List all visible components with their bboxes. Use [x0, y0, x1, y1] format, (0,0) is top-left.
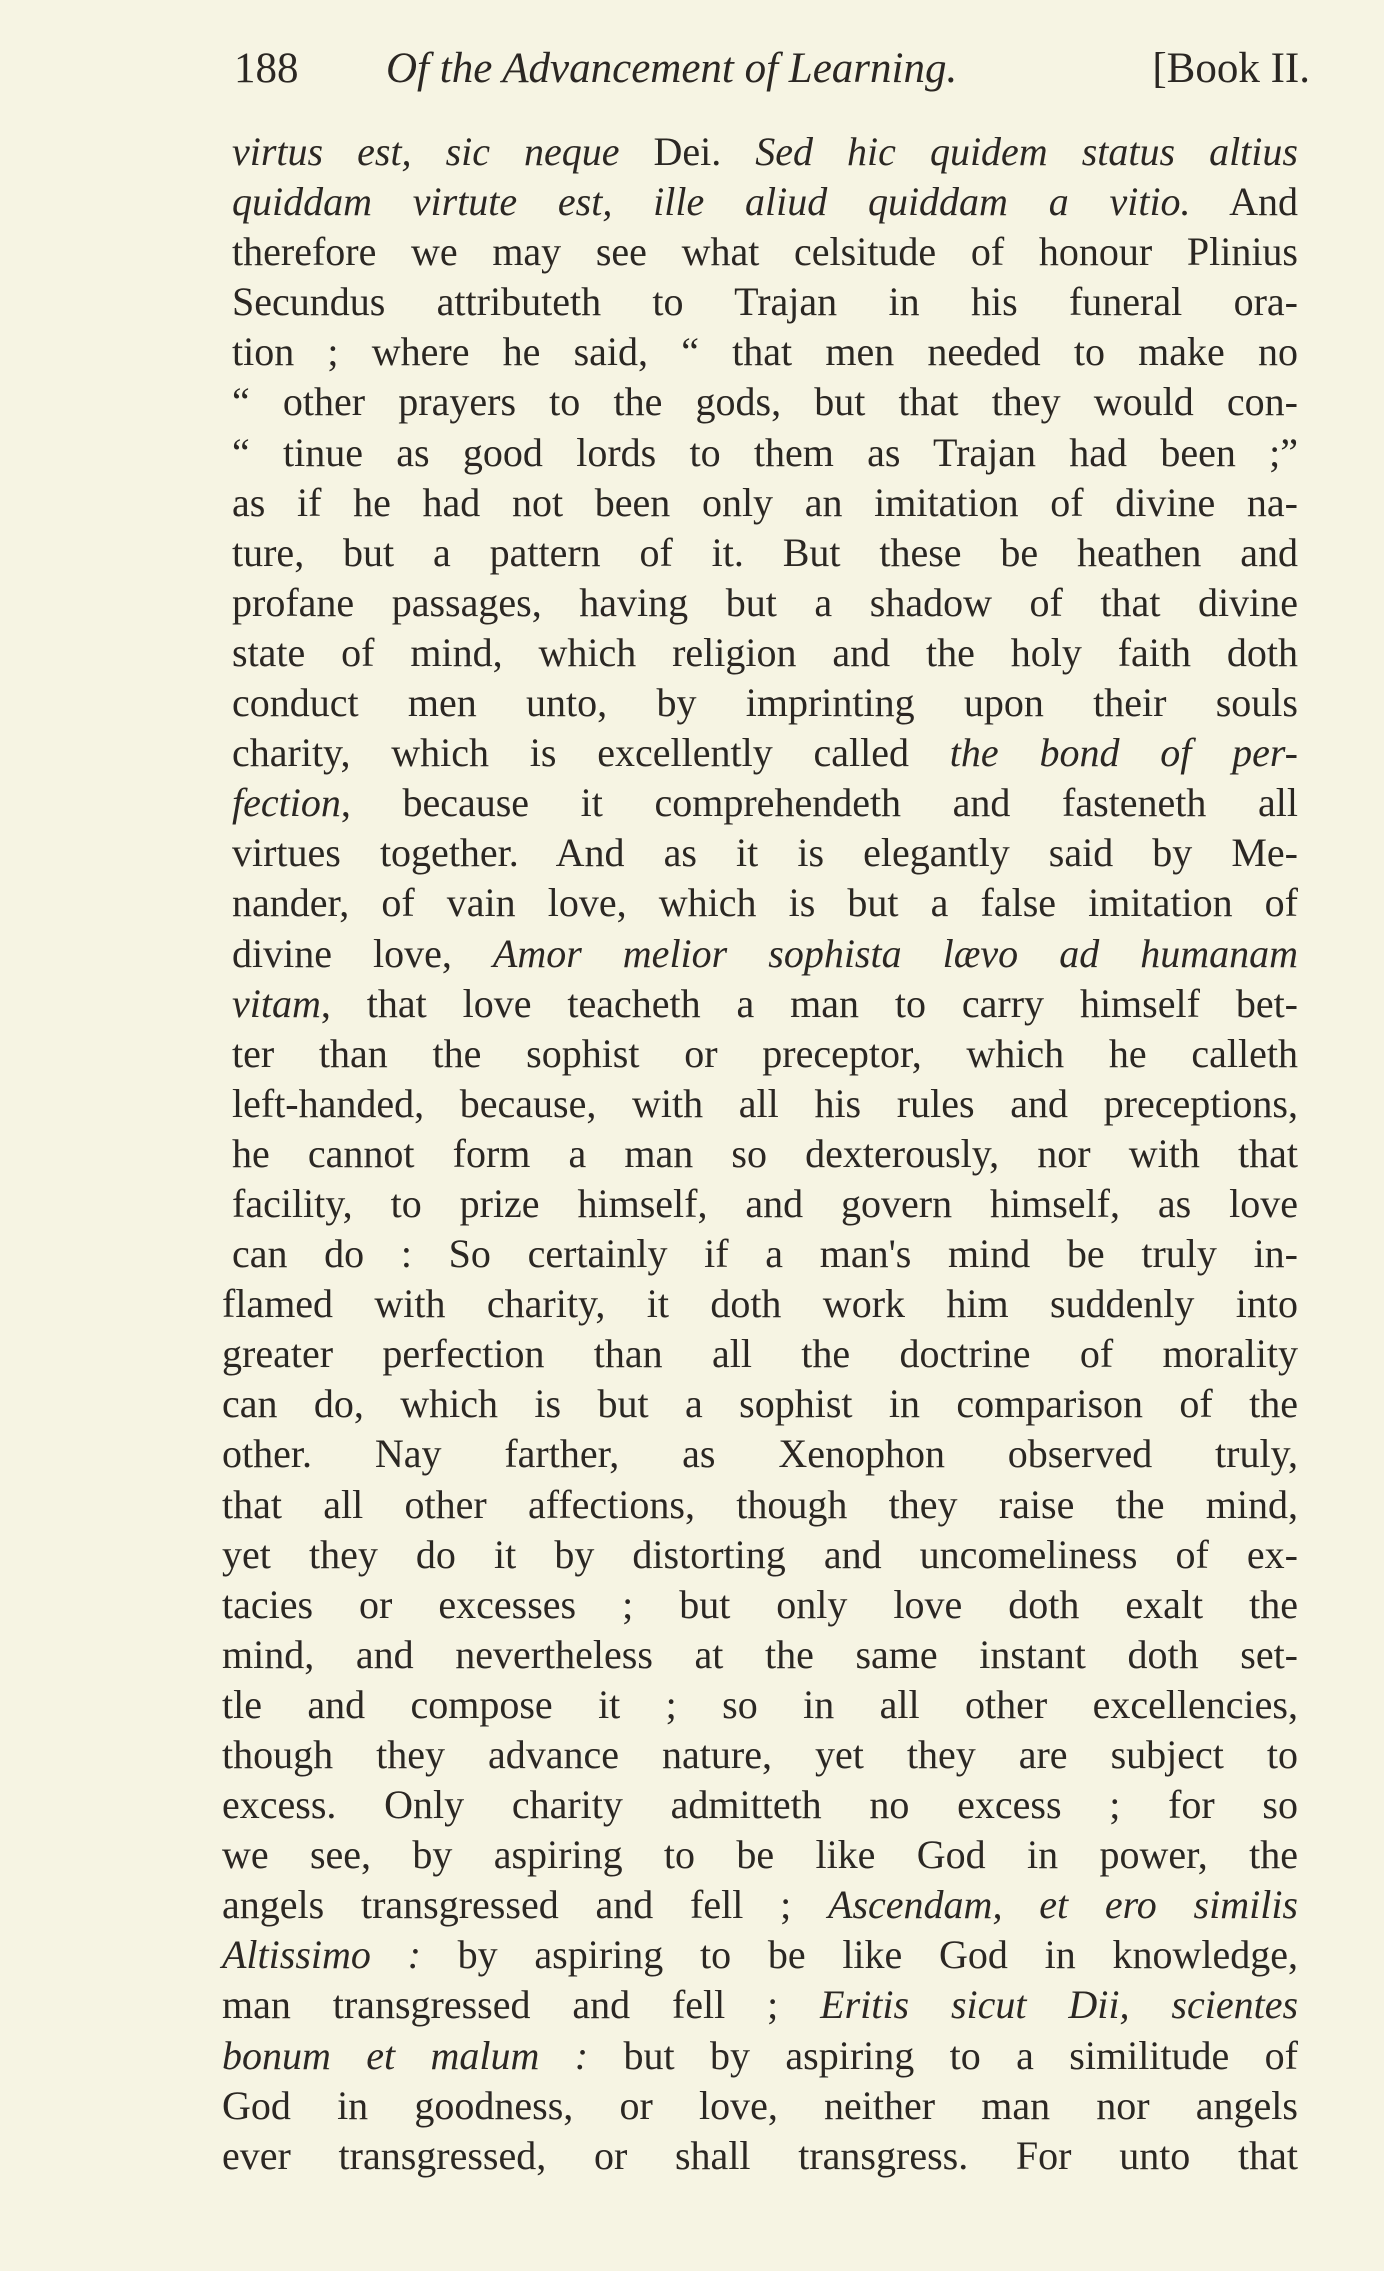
text-line: [232, 929, 1298, 979]
text-line: [232, 1029, 1298, 1079]
book-label: [Book II.: [1152, 45, 1310, 92]
text-segment: greater perfection than all the doctrine of morality: [222, 1331, 1298, 1377]
text-segment: conduct men unto, by imprinting upon their souls: [232, 680, 1298, 726]
text-segment: can do, which is but a sophist in comparison of the: [222, 1381, 1298, 1427]
text-segment: , because it comprehendeth and fasteneth all: [340, 780, 1298, 826]
text-line: [222, 1429, 1298, 1479]
text-line: [222, 1279, 1298, 1329]
text-line: [222, 1780, 1298, 1830]
text-segment: profane passages, having but a shadow of that divine: [232, 579, 1298, 625]
text-line: [222, 1830, 1298, 1880]
text-line: [232, 578, 1298, 628]
text-segment: “ tinue as good lords to them as Trajan had been ;”: [232, 429, 1298, 475]
text-line: [232, 227, 1298, 277]
text-segment: ter than the sophist or preceptor, which he calleth: [232, 1030, 1298, 1076]
text-segment: virtues together. And as it is elegantly said by Me-: [232, 830, 1298, 876]
text-line: [232, 177, 1298, 227]
text-line: [232, 1229, 1298, 1279]
text-line: [232, 828, 1298, 878]
running-title: Of the Advancement of Learning.: [386, 45, 958, 92]
text-segment: And: [1190, 179, 1298, 225]
text-segment: therefore we may see what celsitude of honour Plinius: [232, 229, 1298, 275]
italic-text: Sed hic quidem status altius: [755, 129, 1298, 174]
text-segment: though they advance nature, yet they are subject to: [222, 1732, 1298, 1777]
text-segment: facility, to prize himself, and govern himself, as love: [232, 1180, 1298, 1226]
text-segment: nander, of vain love, which is but a false imitation of: [232, 880, 1298, 926]
italic-text: vitam: [232, 980, 321, 1026]
page-number: 188: [234, 45, 299, 92]
text-segment: flamed with charity, it doth work him suddenly into: [222, 1281, 1298, 1327]
text-line: [232, 878, 1298, 928]
italic-text: quiddam virtute est, ille aliud quiddam a vitio.: [232, 179, 1191, 225]
text-line: [232, 979, 1298, 1029]
text-line: [232, 478, 1298, 528]
text-segment: angels transgressed and fell ;: [222, 1882, 829, 1928]
text-line: [222, 2031, 1298, 2081]
text-line: [232, 1079, 1298, 1129]
text-segment: can do : So certainly if a man's mind be truly in-: [232, 1231, 1298, 1277]
text-line: [232, 127, 1298, 177]
text-segment: tle and compose it ; so in all other excellencies,: [222, 1681, 1298, 1727]
text-segment: he cannot form a man so dexterously, nor with that: [232, 1130, 1298, 1176]
text-line: [232, 428, 1298, 478]
italic-text: Eritis sicut Dii, scientes: [820, 1982, 1299, 2028]
text-segment: man transgressed and fell ;: [222, 1982, 821, 2028]
text-segment: , that love teacheth a man to carry himself bet-: [320, 980, 1298, 1026]
text-line: [232, 628, 1298, 678]
text-line: [232, 327, 1298, 377]
text-segment: God in goodness, or love, neither man nor angels: [222, 2082, 1298, 2128]
text-segment: left-handed, because, with all his rules and preceptions,: [232, 1080, 1298, 1126]
text-line: [232, 377, 1298, 427]
text-line: [232, 528, 1298, 578]
text-line: [222, 1730, 1298, 1780]
text-line: [222, 1980, 1298, 2030]
text-segment: ture, but a pattern of it. But these be heathen and: [232, 529, 1298, 575]
page-body-text: [222, 127, 1299, 2181]
text-segment: “ other prayers to the gods, but that they would con-: [232, 379, 1298, 425]
text-segment: we see, by aspiring to be like God in power, the: [222, 1832, 1298, 1878]
italic-text: Ascendam, et ero similis: [828, 1882, 1298, 1928]
text-segment: divine love,: [232, 930, 493, 976]
text-segment: by aspiring to be like God in knowledge,: [420, 1932, 1298, 1978]
text-segment: tion ; where he said, “ that men needed to make no: [232, 329, 1298, 375]
text-segment: as if he had not been only an imitation of divine na-: [232, 479, 1298, 525]
text-line: [232, 1129, 1298, 1179]
text-line: [222, 1680, 1298, 1730]
text-segment: Dei.: [653, 129, 756, 174]
text-line: [232, 1179, 1298, 1229]
text-segment: yet they do it by distorting and uncomeliness of ex-: [222, 1531, 1298, 1577]
italic-text: fection: [232, 780, 341, 826]
text-line: [222, 1930, 1298, 1980]
text-line: [222, 1379, 1298, 1429]
text-segment: but by aspiring to a similitude of: [588, 2032, 1298, 2078]
text-line: [222, 1480, 1298, 1530]
text-segment: charity, which is excellently called: [232, 730, 950, 776]
text-segment: ever transgressed, or shall transgress. For unto that: [222, 2132, 1298, 2178]
text-segment: Secundus attributeth to Trajan in his funeral ora-: [232, 279, 1298, 325]
italic-text: the bond of per-: [949, 730, 1298, 776]
text-segment: mind, and nevertheless at the same instant doth set-: [222, 1631, 1298, 1677]
italic-text: virtus est, sic neque: [232, 129, 654, 174]
text-segment: that all other affections, though they raise the mind,: [222, 1481, 1298, 1527]
text-line: [222, 2081, 1298, 2131]
text-line: [222, 1630, 1298, 1680]
italic-text: Amor melior sophista lævo ad humanam: [492, 930, 1298, 976]
text-line: [222, 1880, 1298, 1930]
text-segment: tacies or excesses ; but only love doth exalt the: [222, 1581, 1298, 1627]
running-header: [234, 44, 1310, 100]
italic-text: bonum et malum :: [222, 2032, 589, 2078]
text-line: [232, 678, 1298, 728]
text-segment: other. Nay farther, as Xenophon observed truly,: [222, 1431, 1298, 1477]
text-segment: state of mind, which religion and the holy faith doth: [232, 629, 1298, 675]
italic-text: Altissimo :: [222, 1932, 421, 1978]
text-line: [232, 277, 1298, 327]
text-segment: excess. Only charity admitteth no excess ; for so: [222, 1782, 1298, 1828]
text-line: [222, 1580, 1298, 1630]
text-line: [222, 1530, 1298, 1580]
text-line: [222, 1329, 1298, 1379]
text-line: [222, 2131, 1298, 2181]
text-line: [232, 728, 1298, 778]
text-line: [232, 778, 1298, 828]
